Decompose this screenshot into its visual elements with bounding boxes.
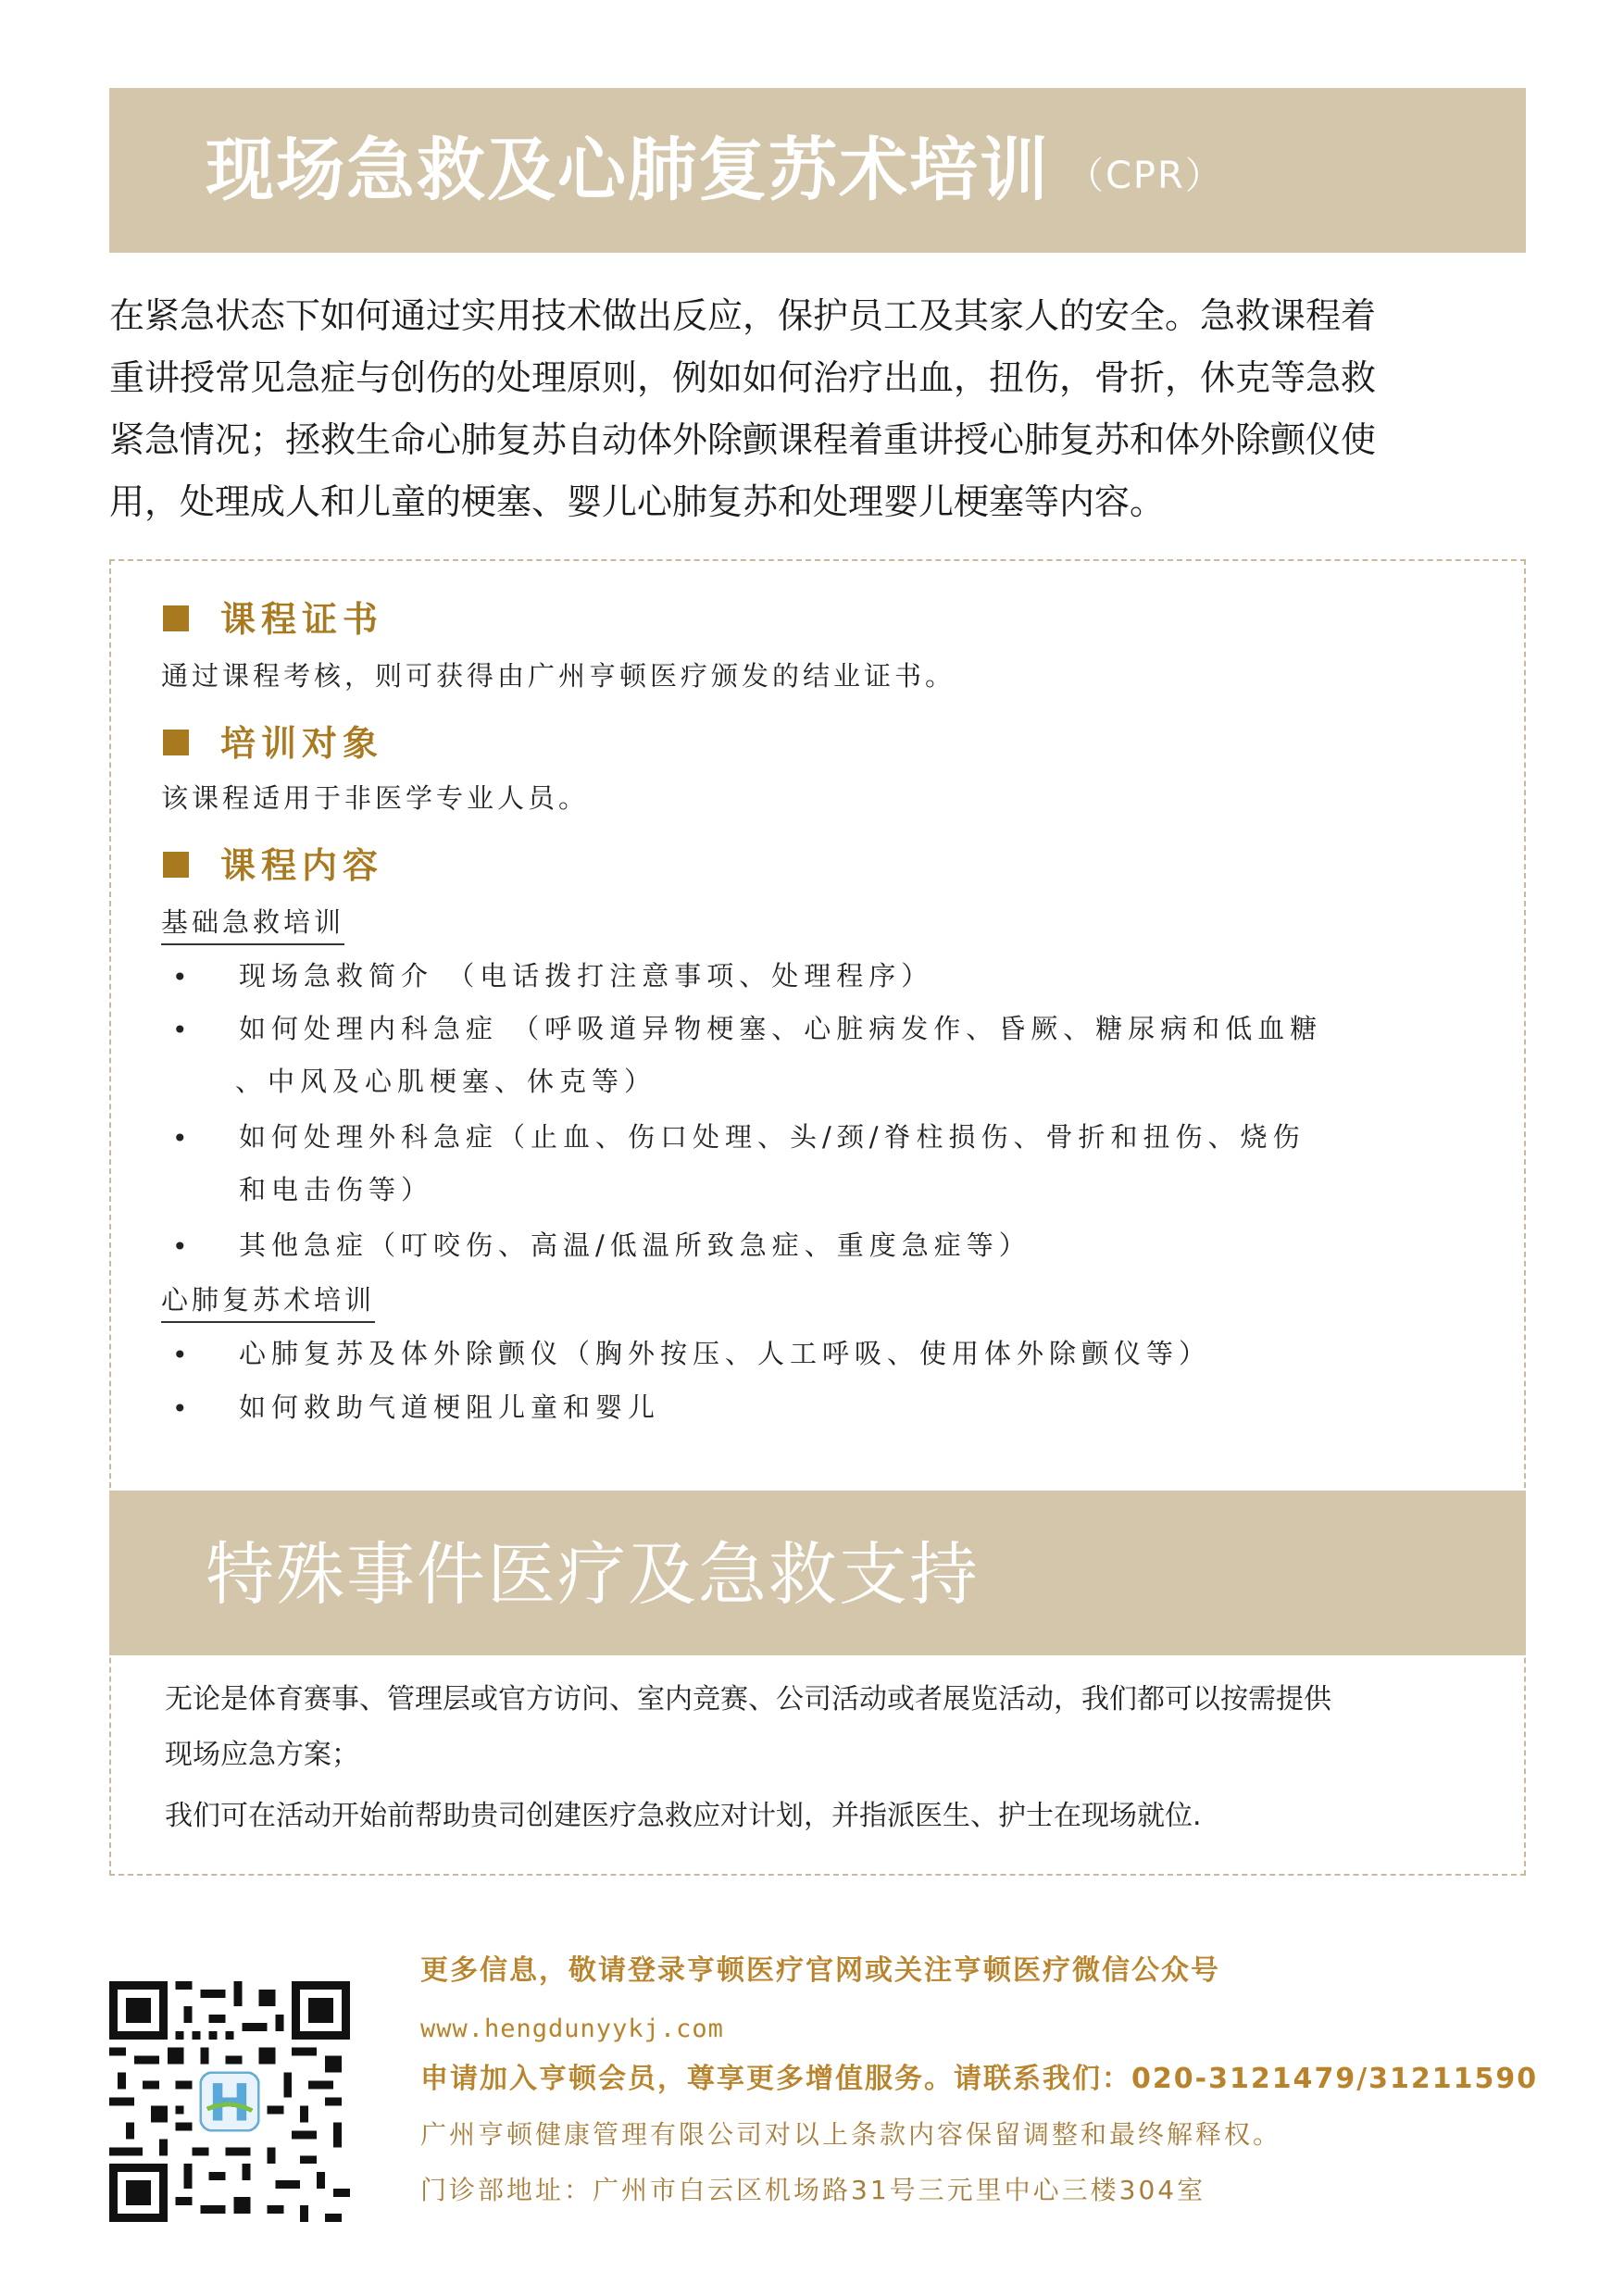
- list-item: 如何救助气道梗阻儿童和婴儿: [239, 1391, 661, 1423]
- bullet-icon: •: [172, 962, 188, 992]
- group-title-cpr: 心肺复苏术培训: [161, 1287, 375, 1323]
- bullet-icon: •: [172, 1015, 188, 1045]
- bullet-icon: •: [172, 1123, 188, 1154]
- special-line: 现场应急方案；: [165, 1739, 359, 1771]
- intro-paragraph: [109, 285, 1526, 533]
- footer-disclaimer: 广州亨顿健康管理有限公司对以上条款内容保留调整和最终解释权。: [420, 2119, 1282, 2150]
- certificate-text: 通过课程考核，则可获得由广州亨顿医疗颁发的结业证书。: [161, 660, 956, 692]
- intro-line: 在紧急状态下如何通过实用技术做出反应，保护员工及其家人的安全。急救课程着: [109, 295, 1377, 336]
- certificate-heading: 课程证书: [163, 602, 383, 637]
- course-title: 现场急救及心肺复苏术培训 （CPR）: [206, 131, 1224, 210]
- qr-code-icon: [109, 1981, 350, 2222]
- course-banner: [109, 88, 1526, 253]
- course-details-box: [109, 559, 1526, 1876]
- special-support-title: 特殊事件医疗及急救支持: [206, 1535, 980, 1615]
- special-support-text: [165, 1672, 1480, 1844]
- list-item-continued: 、中风及心肌梗塞、休克等）: [235, 1066, 657, 1097]
- list-item: 如何处理外科急症（止血、伤口处理、头/颈/脊柱损伤、骨折和扭伤、烧伤: [239, 1121, 1305, 1153]
- list-item: 现场急救简介 （电话拨打注意事项、处理程序）: [239, 960, 934, 992]
- bullet-icon: •: [172, 1231, 188, 1262]
- square-bullet-icon: [163, 730, 189, 755]
- special-line: 我们可在活动开始前帮助贵司创建医疗急救应对计划，并指派医生、护士在现场就位.: [165, 1800, 1202, 1832]
- intro-line: 重讲授常见急症与创伤的处理原则，例如如何治疗出血，扭伤，骨折，休克等急救: [109, 357, 1377, 398]
- course-subtitle: （CPR）: [1067, 155, 1224, 197]
- special-support-banner: [109, 1491, 1526, 1655]
- list-item: 其他急症（叮咬伤、高温/低温所致急症、重度急症等）: [239, 1229, 1031, 1261]
- footer-address: 门诊部地址：广州市白云区机场路31号三元里中心三楼304室: [420, 2175, 1206, 2205]
- qr-logo-letter: H: [207, 2073, 252, 2134]
- footer-more-info: 更多信息，敬请登录亨顿医疗官网或关注亨顿医疗微信公众号: [420, 1954, 1220, 1987]
- list-item-continued: 和电击伤等）: [239, 1174, 434, 1205]
- square-bullet-icon: [163, 605, 189, 631]
- content-heading: 课程内容: [163, 848, 383, 883]
- list-item: 如何处理内科急症 （呼吸道异物梗塞、心脏病发作、昏厥、糖尿病和低血糖: [239, 1013, 1323, 1044]
- intro-line: 紧急情况；拯救生命心肺复苏自动体外除颤课程着重讲授心肺复苏和体外除颤仪使: [109, 419, 1377, 460]
- list-item: 心肺复苏及体外除颤仪（胸外按压、人工呼吸、使用体外除颤仪等）: [239, 1338, 1212, 1369]
- footer-website-link[interactable]: www.hengdunyykj.com: [420, 2015, 724, 2043]
- intro-line: 用，处理成人和儿童的梗塞、婴儿心肺复苏和处理婴儿梗塞等内容。: [109, 481, 1166, 522]
- audience-heading: 培训对象: [163, 726, 383, 761]
- square-bullet-icon: [163, 852, 189, 878]
- group-title-basic: 基础急救培训: [161, 909, 344, 945]
- audience-text: 该课程适用于非医学专业人员。: [161, 782, 590, 814]
- bullet-icon: •: [172, 1393, 188, 1424]
- special-line: 无论是体育赛事、管理层或官方访问、室内竞赛、公司活动或者展览活动，我们都可以按需提供: [165, 1683, 1331, 1716]
- footer-contact: 申请加入亨顿会员，尊享更多增值服务。请联系我们：020-3121479/31211590: [420, 2063, 1539, 2095]
- bullet-icon: •: [172, 1340, 188, 1370]
